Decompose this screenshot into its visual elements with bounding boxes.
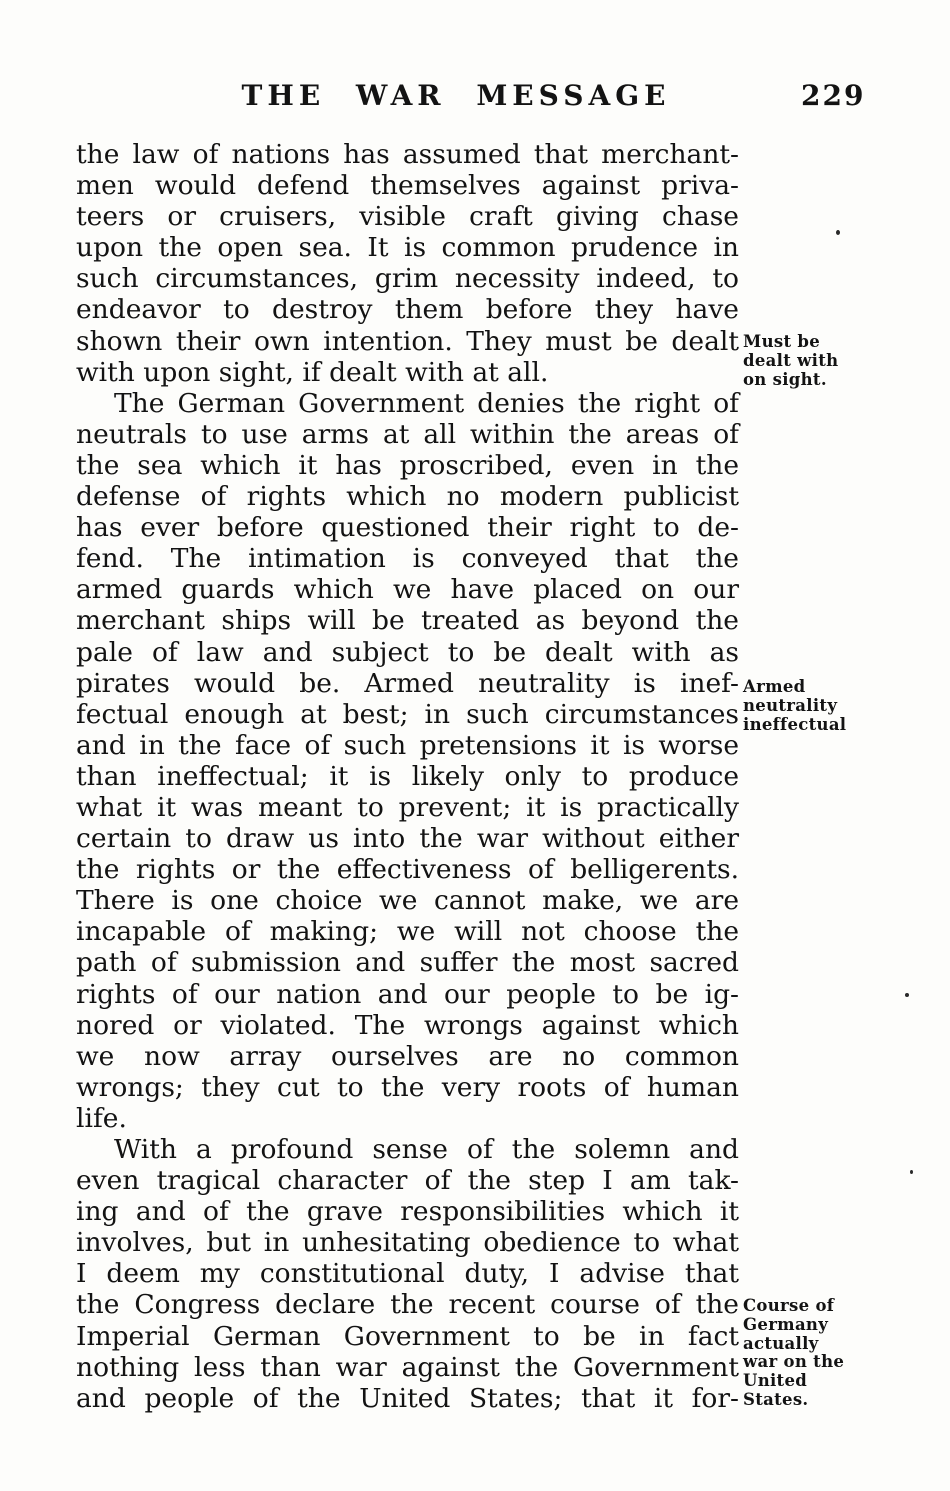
text-line: certain to draw us into the war without either [76, 823, 739, 855]
margin-note [743, 678, 883, 734]
margin-note-line: ineffectual [743, 714, 847, 734]
text-line: merchant ships will be treated as beyond the [76, 605, 739, 637]
margin-note-line: on sight. [743, 369, 827, 389]
margin-note-line: war on the [743, 1352, 845, 1372]
margin-note-line: States. [743, 1389, 809, 1409]
margin-note-line: Germany [743, 1314, 829, 1334]
text-line: I deem my constitutional duty, I advise that [76, 1258, 739, 1290]
running-head-title: THE WAR MESSAGE [241, 79, 671, 112]
margin-note [743, 333, 883, 389]
margin-notes [743, 0, 883, 1491]
text-line: shown their own intention. They must be dealt [76, 325, 739, 357]
text-line: neutrals to use arms at all within the areas of [76, 418, 739, 450]
scan-speck [910, 1170, 913, 1174]
page-number: 229 [801, 79, 866, 112]
paragraph [76, 1134, 739, 1414]
margin-note-line: Course of [743, 1296, 835, 1315]
text-line: men would defend themselves against priva- [76, 170, 739, 202]
text-line: has ever before questioned their right to de- [76, 512, 739, 544]
text-line: life. [76, 1102, 127, 1134]
text-line: The German Government denies the right of [114, 387, 739, 419]
text-line: pirates would be. Armed neutrality is inef- [76, 667, 739, 699]
text-line: such circumstances, grim necessity indeed, to [76, 263, 739, 295]
text-line: involves, but in unhesitating obedience to what [76, 1227, 739, 1259]
text-line: what it was meant to prevent; it is practically [76, 791, 739, 823]
text-line: the Congress declare the recent course of the [76, 1289, 739, 1321]
margin-note-line: Armed [743, 677, 806, 696]
text-line: Imperial German Government to be in fact [76, 1320, 739, 1352]
text-line: rights of our nation and our people to be ig- [76, 978, 739, 1010]
text-line: incapable of making; we will not choose the [76, 916, 739, 948]
text-line: than ineffectual; it is likely only to produce [76, 760, 739, 792]
text-line: endeavor to destroy them before they have [76, 294, 739, 326]
text-line: the law of nations has assumed that merchant- [76, 139, 739, 170]
text-line: with upon sight, if dealt with at all. [76, 356, 549, 388]
text-line: defense of rights which no modern publicist [76, 481, 739, 513]
text-line: the sea which it has proscribed, even in the [76, 449, 739, 481]
text-line: and people of the United States; that it for- [76, 1382, 739, 1414]
paragraph [76, 139, 739, 388]
text-line: nothing less than war against the Government [76, 1351, 739, 1383]
text-line: armed guards which we have placed on our [76, 574, 739, 606]
margin-note-line: Must be [743, 332, 821, 351]
margin-note [743, 1297, 883, 1410]
text-line: fectual enough at best; in such circumstances [76, 698, 739, 730]
text-line: nored or violated. The wrongs against which [76, 1009, 739, 1041]
text-line: fend. The intimation is conveyed that the [76, 543, 739, 575]
text-line: upon the open sea. It is common prudence in [76, 232, 739, 264]
margin-note-line: actually [743, 1333, 819, 1353]
scan-speck [836, 230, 840, 235]
text-line: There is one choice we cannot make, we are [76, 885, 739, 917]
margin-note-line: neutrality [743, 695, 838, 715]
text-line: wrongs; they cut to the very roots of human [76, 1071, 739, 1103]
paragraph [76, 388, 739, 1134]
text-line: and in the face of such pretensions it is worse [76, 729, 739, 761]
text-line: pale of law and subject to be dealt with as [76, 636, 739, 668]
margin-note-line: dealt with [743, 350, 839, 370]
text-line: we now array ourselves are no common [76, 1040, 739, 1072]
text-line: With a profound sense of the solemn and [114, 1134, 739, 1165]
scan-speck [905, 993, 909, 997]
text-line: path of submission and suffer the most sacred [76, 947, 739, 979]
text-line: the rights or the effectiveness of belligerents. [76, 854, 739, 886]
body-text [76, 139, 739, 1414]
margin-note-line: United [743, 1371, 808, 1391]
text-line: ing and of the grave responsibilities which it [76, 1196, 739, 1228]
text-line: teers or cruisers, visible craft giving chase [76, 201, 739, 233]
text-line: even tragical character of the step I am tak- [76, 1165, 739, 1197]
